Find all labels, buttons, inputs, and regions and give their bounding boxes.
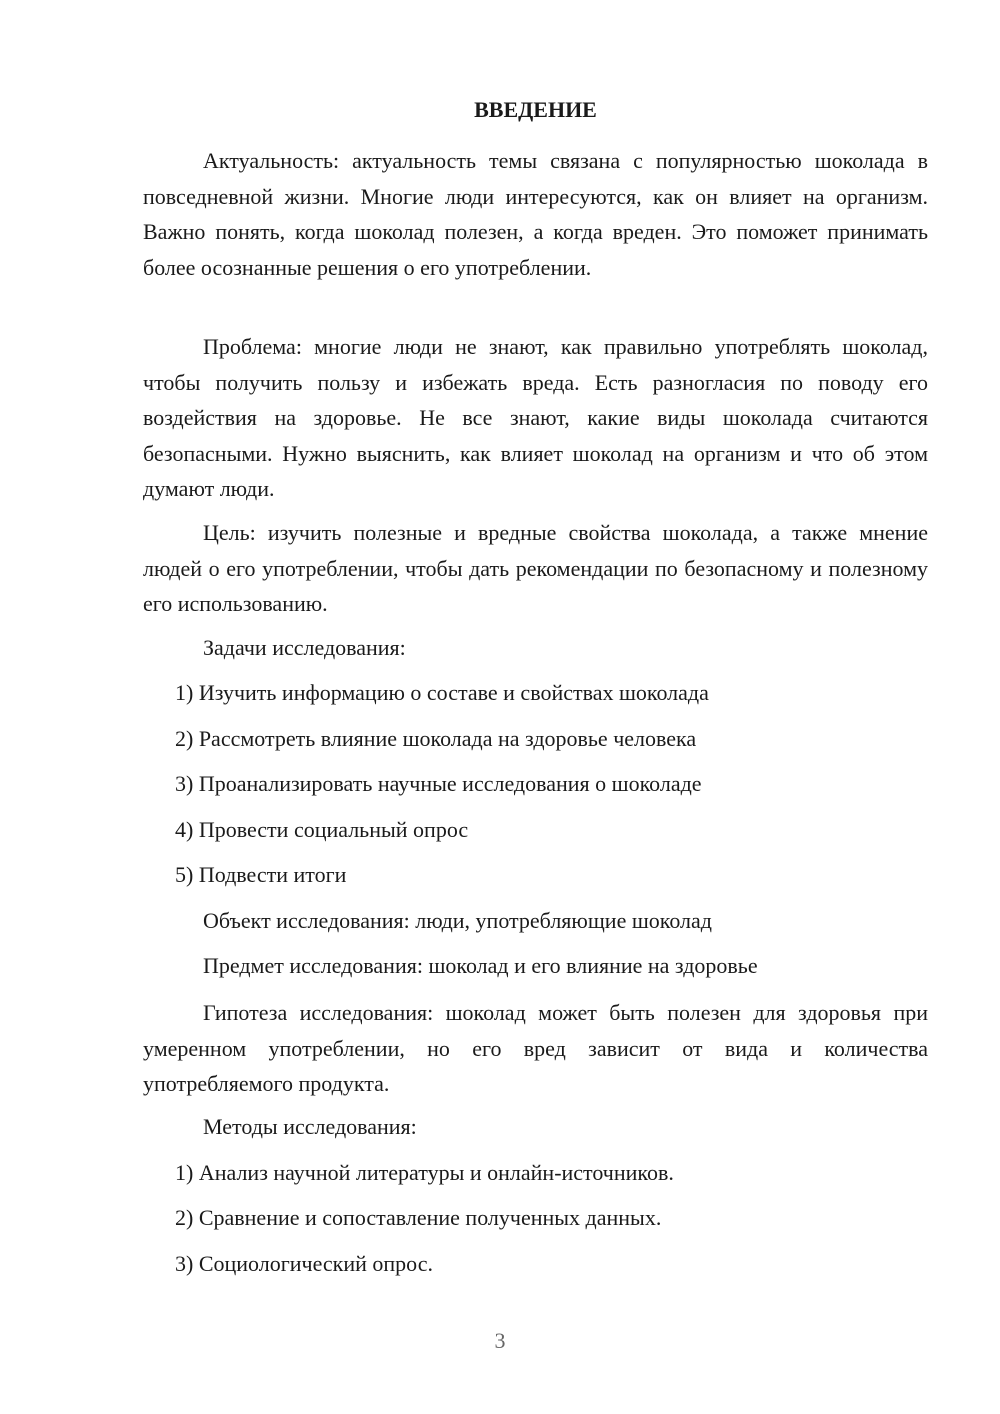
method-item: 2) Сравнение и сопоставление полученных данных.: [175, 1205, 662, 1230]
task-item: 3) Проанализировать научные исследования о шоколаде: [175, 771, 702, 796]
tasks-heading: Задачи исследования:: [203, 635, 406, 660]
task-item: 1) Изучить информацию о составе и свойствах шоколада: [175, 680, 709, 705]
task-item: 5) Подвести итоги: [175, 862, 347, 887]
method-item: 1) Анализ научной литературы и онлайн-источников.: [175, 1160, 674, 1185]
methods-heading: Методы исследования:: [203, 1114, 417, 1139]
problem-paragraph: Проблема: многие люди не знают, как правильно употреблять шоколад, чтобы получить пользу и избежать вреда. Есть разногласия по поводу его воздействия на здоровье. Не все знают, какие виды шоколада считаются безопасными. Нужно выяснить, как влияет шоколад на организм и что об этом думают люди.: [143, 334, 928, 501]
page-number: 3: [494, 1328, 506, 1353]
method-item: 3) Социологический опрос.: [175, 1251, 433, 1276]
task-item: 2) Рассмотреть влияние шоколада на здоровье человека: [175, 726, 697, 751]
object-line: Объект исследования: люди, употребляющие шоколад: [203, 908, 712, 933]
hypothesis-paragraph: Гипотеза исследования: шоколад может быть полезен для здоровья при умеренном употреблении, но его вред зависит от вида и количества употребляемого продукта.: [143, 1000, 928, 1096]
task-item: 4) Провести социальный опрос: [175, 817, 469, 842]
page-title: ВВЕДЕНИЕ: [474, 97, 597, 122]
relevance-paragraph: Актуальность: актуальность темы связана с популярностью шоколада в повседневной жизни. Многие люди интересуются, как он влияет на организм. Важно понять, когда шоколад полезен, а когда вреден. Это поможет принимать более осознанные решения о его употреблении.: [143, 148, 928, 280]
goal-paragraph: Цель: изучить полезные и вредные свойства шоколада, а также мнение людей о его употреблении, чтобы дать рекомендации по безопасному и полезному его использованию.: [143, 520, 928, 616]
subject-line: Предмет исследования: шоколад и его влияние на здоровье: [203, 953, 758, 978]
